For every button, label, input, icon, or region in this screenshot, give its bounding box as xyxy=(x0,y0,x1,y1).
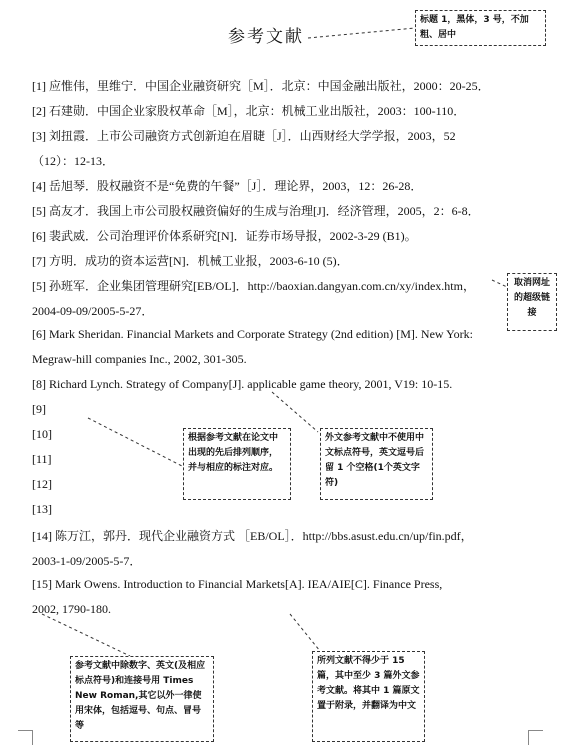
title-format-note: 标题 1，黑体，3 号，不加粗、居中 xyxy=(415,10,546,46)
reference-8: [8] Richard Lynch. Strategy of Company[J]. applicable game theory, 2001, V19: 10-15. xyxy=(32,377,453,391)
reference-13: [13] xyxy=(32,502,52,516)
font-connector xyxy=(42,614,130,656)
reference-2: [2] 石建勋．中国企业家股权革命［M］，北京：机械工业出版社，2003：100-110． xyxy=(32,104,466,118)
reference-3: [3] 刘扭霞．上市公司融资方式创新迫在眉睫［J］．山西财经大学学报，2003，52 xyxy=(32,129,456,143)
reference-15-cont: 2002, 1790-180. xyxy=(32,602,111,616)
count-connector xyxy=(290,614,320,651)
reference-5b-cont: 2004-09-09/2005-5-27． xyxy=(32,304,154,318)
reference-12: [12] xyxy=(32,477,52,491)
reference-6b-cont: Megraw-hill companies Inc., 2002, 301-305. xyxy=(32,352,247,366)
order-connector xyxy=(88,418,182,466)
reference-15: [15] Mark Owens. Introduction to Financial Markets[A]. IEA/AIE[C]. Finance Press, xyxy=(32,577,443,591)
page-title: 参考文献 xyxy=(228,27,304,47)
reference-1: [1] 应惟伟，里维宁．中国企业融资研究［M］．北京：中国金融出版社，2000：20-25． xyxy=(32,79,490,93)
reference-6b: [6] Mark Sheridan. Financial Markets and Corporate Strategy (2nd edition) [M]. New York: xyxy=(32,327,473,341)
order-note: 根据参考文献在论文中出现的先后排列顺序，并与相应的标注对应。 xyxy=(183,428,291,500)
reference-11: [11] xyxy=(32,452,52,466)
url-note: 取消网址的超级链接 xyxy=(507,273,557,331)
reference-7: [7] 方明．成功的资本运营[N]．机械工业报，2003-6-10 (5)． xyxy=(32,254,349,268)
reference-14: [14] 陈万江，郭丹．现代企业融资方式 ［EB/OL］．http://bbs.asust.edu.cn/up/fin.pdf， xyxy=(32,529,473,543)
font-rule-note: 参考文献中除数字、英文(及相应标点符号)和连接号用 Times New Roman,其它以外一律使用宋体，包括逗号、句点、冒号等 xyxy=(70,656,214,742)
reference-5b: [5] 孙班军．企业集团管理研究[EB/OL]．http://baoxian.dangyan.com.cn/xy/index.htm， xyxy=(32,279,475,293)
reference-10: [10] xyxy=(32,427,52,441)
corner-mark-bottom-left xyxy=(18,730,33,745)
corner-mark-bottom-right xyxy=(528,730,543,745)
reference-3-cont: （12）：12-13． xyxy=(32,154,114,168)
url-connector xyxy=(492,280,507,287)
foreign-punctuation-note: 外文参考文献中不使用中文标点符号，英文逗号后留 1 个空格(1个英文字符) xyxy=(320,428,433,500)
reference-4: [4] 岳旭琴．股权融资不是“免费的午餐”［J］．理论界，2003，12：26-28． xyxy=(32,179,423,193)
title-connector xyxy=(308,28,415,38)
reference-14-cont: 2003-1-09/2005-5-7． xyxy=(32,554,142,568)
foreign-connector xyxy=(272,392,318,432)
reference-9: [9] xyxy=(32,402,46,416)
reference-5: [5] 高友才．我国上市公司股权融资偏好的生成与治理[J]．经济管理，2005，2：6-8． xyxy=(32,204,480,218)
reference-6: [6] 裴武威．公司治理评价体系研究[N]．证券市场导报，2002-3-29 (B1)。 xyxy=(32,229,417,243)
count-rule-note: 所列文献不得少于 15 篇，其中至少 3 篇外文参考文献。将其中 1 篇原文置于附录，并翻译为中文 xyxy=(312,651,425,742)
